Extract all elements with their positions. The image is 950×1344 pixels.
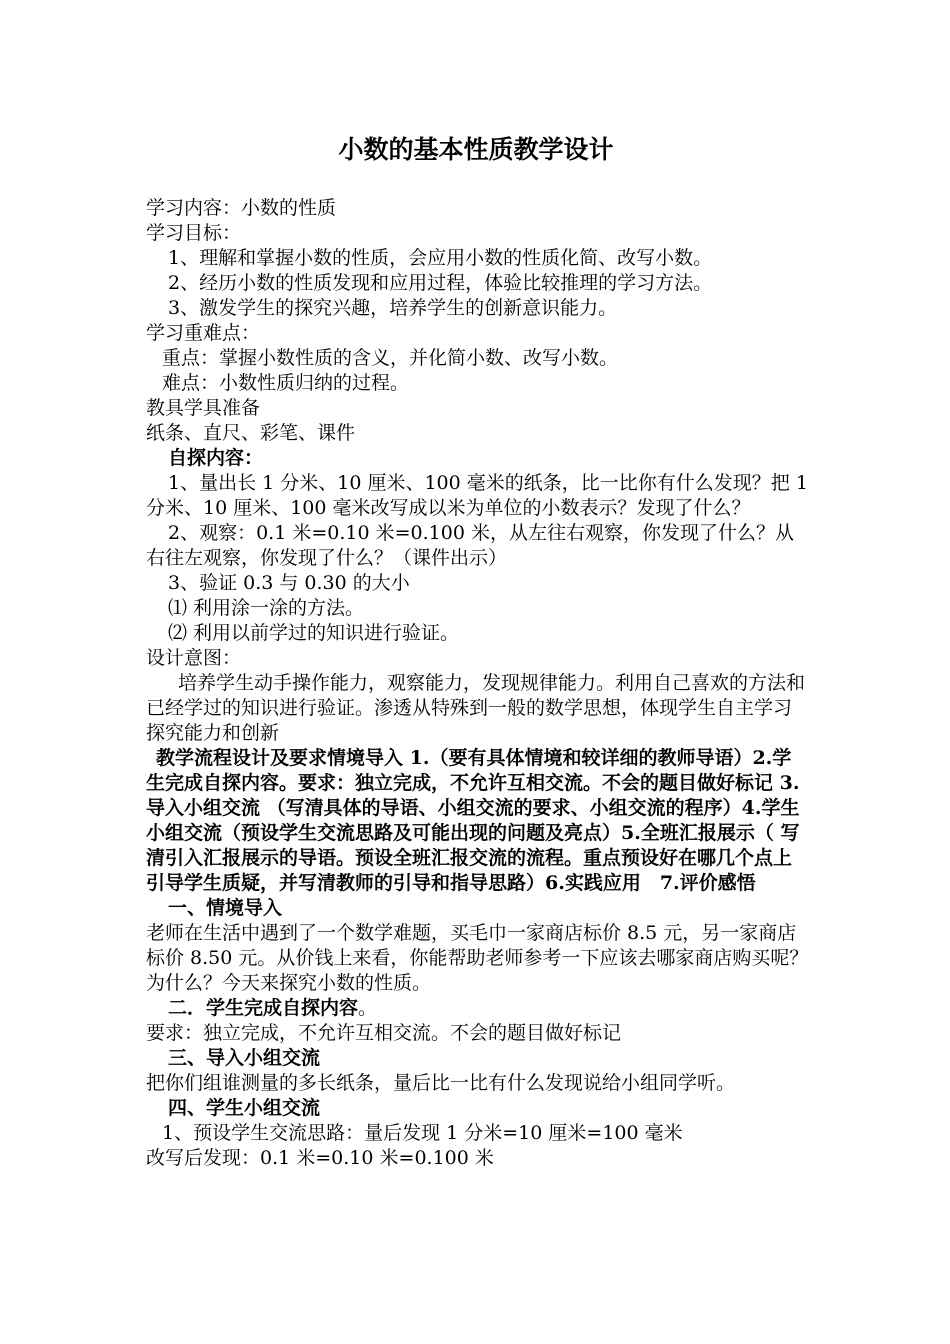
learning-content: 学习内容：小数的性质 (146, 197, 337, 219)
explore-item-3: 3、验证 0.3 与 0.30 的大小 (168, 572, 410, 594)
explore-sub-item: ⑵ 利用以前学过的知识进行验证。 (168, 622, 460, 644)
page-title: 小数的基本性质教学设计 (338, 135, 614, 164)
goals-heading: 学习目标： (146, 222, 242, 244)
key-point: 重点：掌握小数性质的含义，并化简小数、改写小数。 (162, 347, 619, 369)
key-heading: 学习重难点： (146, 322, 261, 344)
difficult-point: 难点：小数性质归纳的过程。 (162, 372, 410, 394)
section-heading-2-wrap (146, 996, 810, 1021)
section-4-line-2: 改写后发现：0.1 米=0.10 米=0.100 米 (146, 1147, 494, 1169)
goal-item: 2、经历小数的性质发现和应用过程，体验比较推理的学习方法。 (168, 272, 713, 294)
explore-item-2: 2、观察：0.1 米=0.10 米=0.100 米，从左往右观察，你发现了什么？从右往左观察，你发现了什么？（课件出示） (146, 522, 794, 569)
explore-heading: 自探内容： (168, 447, 264, 469)
section-heading-4: 四、学生小组交流 (168, 1097, 321, 1119)
section-heading-1: 一、情境导入 (168, 897, 283, 919)
goal-item: 1、理解和掌握小数的性质，会应用小数的性质化简、改写小数。 (168, 247, 713, 269)
intent-text: 培养学生动手操作能力，观察能力，发现规律能力。利用自己喜欢的方法和已经学过的知识进行验证。渗透从特殊到一般的数学思想，体现学生自主学习探究能力和创新 (146, 672, 806, 744)
section-4-line-1: 1、预设学生交流思路：量后发现 1 分米=10 厘米=100 毫米 (162, 1122, 683, 1144)
flow-text: 教学流程设计及要求情境导入 1.（要有具体情境和较详细的教师导语）2.学生完成自探内容。要求：独立完成，不允许互相交流。不会的题目做好标记 3.导入小组交流 （写清具体的导语、小组交流的要求、小组交流的程序）4.学生小组交流（预设学生交流思路及可能出现的问题及亮点）5.全班汇报展示（ 写清引入汇报展示的导语。预设全班汇报交流的流程。重点预设好在哪几个点上引导学生质疑，并写清教师的引导和指导思路）6.实践应用 7.评价感悟 (146, 747, 800, 894)
section-text-1: 老师在生活中遇到了一个数学难题，买毛巾一家商店标价 8.5 元，另一家商店标价 8.50 元。从价钱上来看，你能帮助老师参考一下应该去哪家商店购买呢？为什么？今天来探究小数的性质。 (146, 922, 809, 994)
tools-heading: 教具学具准备 (146, 397, 261, 419)
document-page (146, 128, 810, 1171)
section-heading-2: 二．学生完成自探内容 (168, 997, 359, 1019)
goal-item: 3、激发学生的探究兴趣，培养学生的创新意识能力。 (168, 297, 618, 319)
section-text-2: 要求：独立完成，不允许互相交流。不会的题目做好标记 (146, 1022, 622, 1044)
section-heading-2-period: 。 (358, 997, 378, 1019)
section-heading-3: 三、导入小组交流 (168, 1047, 321, 1069)
explore-item-1: 1、量出长 1 分米、10 厘米、100 毫米的纸条，比一比你有什么发现？把 1 分米、10 厘米、100 毫米改写成以米为单位的小数表示？发现了什么？ (146, 472, 808, 519)
intent-heading: 设计意图： (146, 647, 242, 669)
explore-sub-item: ⑴ 利用涂一涂的方法。 (168, 597, 365, 619)
section-text-3: 把你们组谁测量的多长纸条，量后比一比有什么发现说给小组同学听。 (146, 1072, 736, 1094)
tools-list: 纸条、直尺、彩笔、课件 (146, 422, 356, 444)
